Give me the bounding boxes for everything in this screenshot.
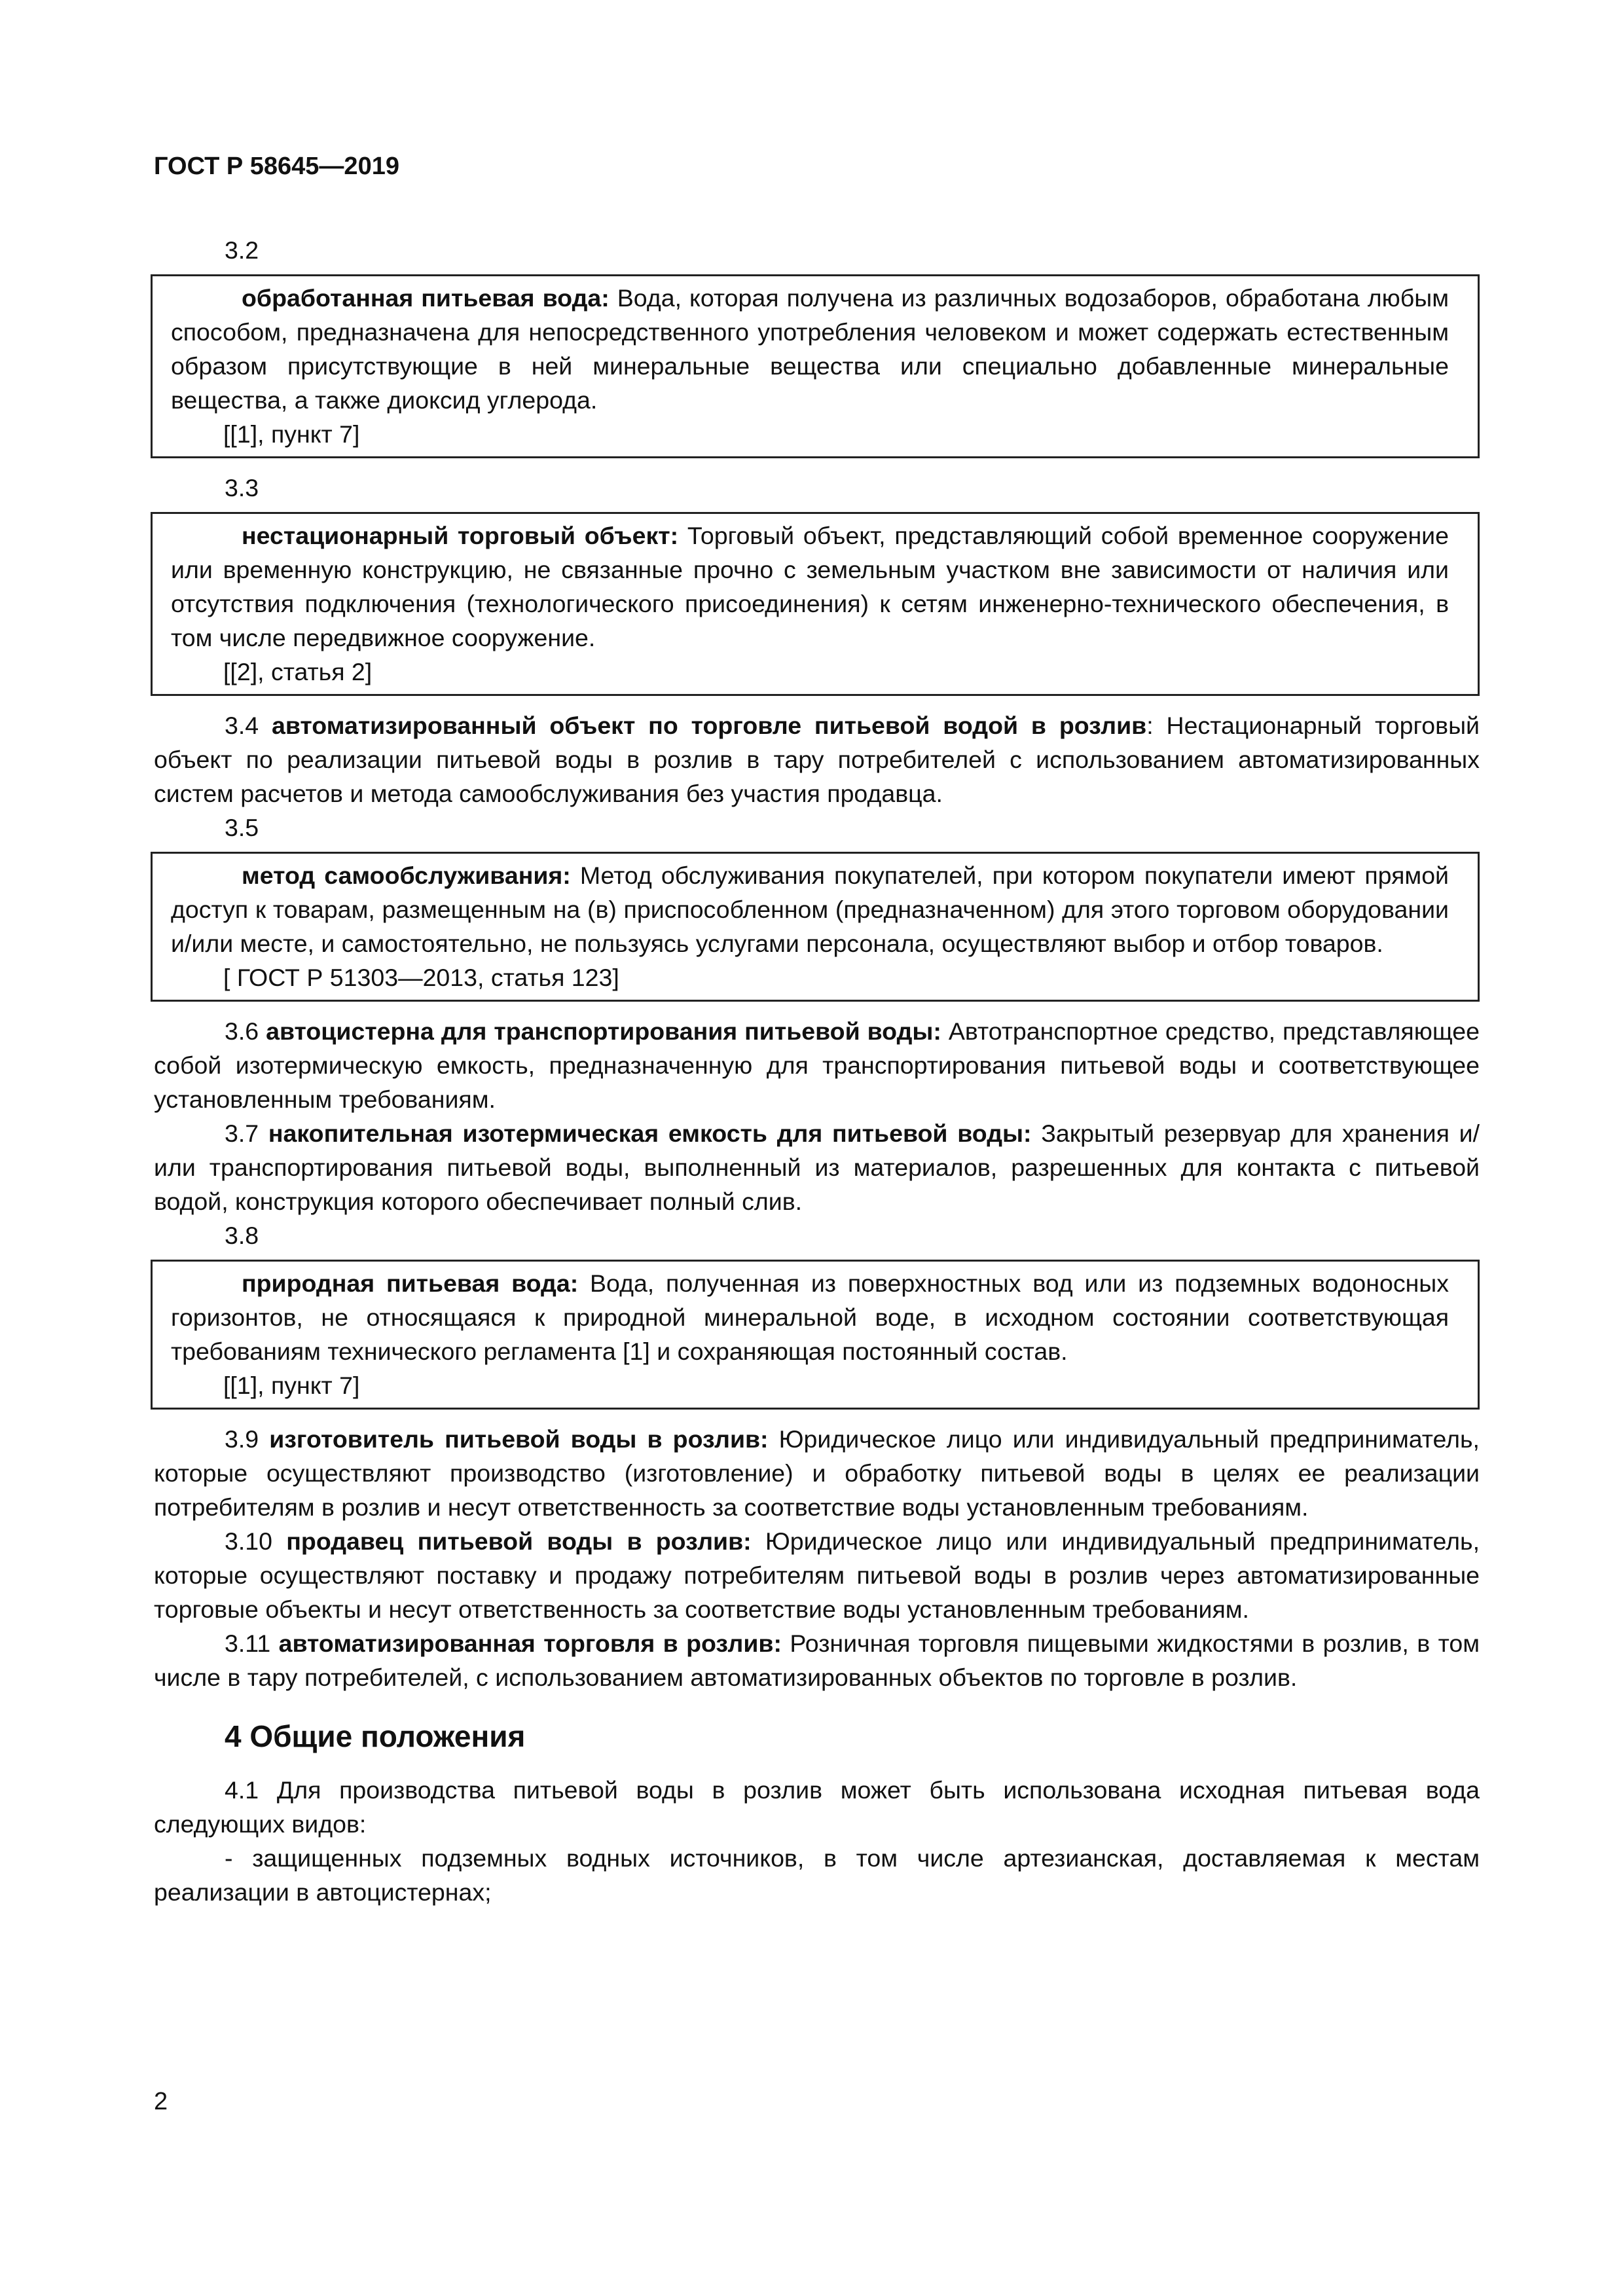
definition-body: Торговый объект, представляющий собой временное сооружение или временную конструкцию, не связанные прочно с земельным участком вне зависимости от наличия или отсутствия подключения (технологического присоединения) к сетям инженерно-технического обеспечения, в том числе передвижное сооружение. xyxy=(171,522,1449,651)
definition-text xyxy=(171,281,1449,417)
definition-source: [[1], пункт 7] xyxy=(223,420,360,448)
definition-body: Юридическое лицо или индивидуальный предприниматель, которые осуществляют производство (изготовление) и обработку питьевой воды в целях ее реализации потребителям в розлив и несут ответственность за соответствие воды установленным требованиям. xyxy=(154,1425,1480,1521)
definition-number: 3.10 xyxy=(225,1527,287,1555)
definition-number: 3.7 xyxy=(225,1120,268,1147)
page-content xyxy=(154,233,1480,1909)
definition-source: [[1], пункт 7] xyxy=(223,1372,360,1399)
definition-term: обработанная питьевая вода: xyxy=(242,284,610,312)
section-heading: 4 Общие положения xyxy=(225,1719,526,1753)
definition-box xyxy=(151,1260,1480,1410)
definition-body: Метод обслуживания покупателей, при котором покупатели имеют прямой доступ к товарам, размещенным на (в) приспособленном (предназначенном) для этого торговом оборудовании и/или месте, и самостоятельно, не пользуясь услугами персонала, осуществляют выбор и отбор товаров. xyxy=(171,862,1449,957)
definition-text xyxy=(171,519,1449,655)
list-item: - защищенных подземных водных источников, в том числе артезианская, доставляемая к местам реализации в автоцистернах; xyxy=(154,1844,1480,1906)
definition-box xyxy=(151,274,1480,458)
definition-box xyxy=(151,852,1480,1002)
section-paragraph: 4.1 Для производства питьевой воды в розлив может быть использована исходная питьевая вода следующих видов: xyxy=(154,1776,1480,1838)
definition-number: 3.8 xyxy=(225,1222,259,1249)
definition-paragraph xyxy=(154,708,1480,811)
definition-paragraph xyxy=(154,1014,1480,1116)
page-number: 2 xyxy=(154,2088,168,2115)
definition-body: : Нестационарный торговый объект по реализации питьевой воды в розлив в тару потребителей с использованием автоматизированных систем расчетов и метода самообслуживания без участия продавца. xyxy=(154,712,1480,807)
definition-number: 3.5 xyxy=(225,814,259,841)
definition-number: 3.3 xyxy=(225,474,259,501)
definition-body: Юридическое лицо или индивидуальный предприниматель, которые осуществляют поставку и продажу потребителям питьевой воды в розлив через автоматизированные торговые объекты и несут ответственность за соответствие воды установленным требованиям. xyxy=(154,1527,1480,1623)
definition-term: продавец питьевой воды в розлив: xyxy=(286,1527,752,1555)
definition-term: автоматизированный объект по торговле питьевой водой в розлив xyxy=(272,712,1147,739)
definition-term: нестационарный торговый объект: xyxy=(242,522,679,549)
definition-body: Автотранспортное средство, представляющее собой изотермическую емкость, предназначенную для транспортирования питьевой воды и соответствующее установленным требованиям. xyxy=(154,1017,1480,1113)
definition-number: 3.6 xyxy=(225,1017,266,1045)
definition-body: Закрытый резервуар для хранения и/или транспортирования питьевой воды, выполненный из материалов, разрешенных для контакта с питьевой водой, конструкция которого обеспечивает полный слив. xyxy=(154,1120,1480,1215)
definition-source: [ ГОСТ Р 51303—2013, статья 123] xyxy=(223,964,619,991)
definition-source: [[2], статья 2] xyxy=(223,658,373,685)
definition-box xyxy=(151,512,1480,696)
definition-paragraph xyxy=(154,1524,1480,1626)
document-header: ГОСТ Р 58645—2019 xyxy=(154,153,399,180)
definition-number: 3.4 xyxy=(225,712,272,739)
definition-term: изготовитель питьевой воды в розлив: xyxy=(269,1425,769,1453)
definition-term: автоматизированная торговля в розлив: xyxy=(278,1630,782,1657)
definition-paragraph xyxy=(154,1626,1480,1694)
definition-term: природная питьевая вода: xyxy=(242,1269,579,1297)
definition-body: Розничная торговля пищевыми жидкостями в розлив, в том числе в тару потребителей, с использованием автоматизированных объектов по торговле в розлив. xyxy=(154,1630,1480,1691)
definition-number: 3.9 xyxy=(225,1425,270,1453)
definition-paragraph xyxy=(154,1422,1480,1524)
definition-text xyxy=(171,1266,1449,1368)
definition-body: Вода, полученная из поверхностных вод или из подземных водоносных горизонтов, не относящаяся к природной минеральной воде, в исходном состоянии соответствующая требованиям технического регламента [1] и сохраняющая постоянный состав. xyxy=(171,1269,1449,1365)
definition-term: метод самообслуживания: xyxy=(242,862,571,889)
definition-number: 3.11 xyxy=(225,1630,279,1657)
definition-number: 3.2 xyxy=(225,236,259,264)
definition-text xyxy=(171,858,1449,960)
definition-body: Вода, которая получена из различных водозаборов, обработана любым способом, предназначена для непосредственного употребления человеком и может содержать естественным образом присутствующие в ней минеральные вещества или специально добавленные минеральные вещества, а также диоксид углерода. xyxy=(171,284,1449,414)
definition-paragraph xyxy=(154,1116,1480,1218)
definition-term: автоцистерна для транспортирования питьевой воды: xyxy=(266,1017,941,1045)
definition-term: накопительная изотермическая емкость для питьевой воды: xyxy=(268,1120,1032,1147)
